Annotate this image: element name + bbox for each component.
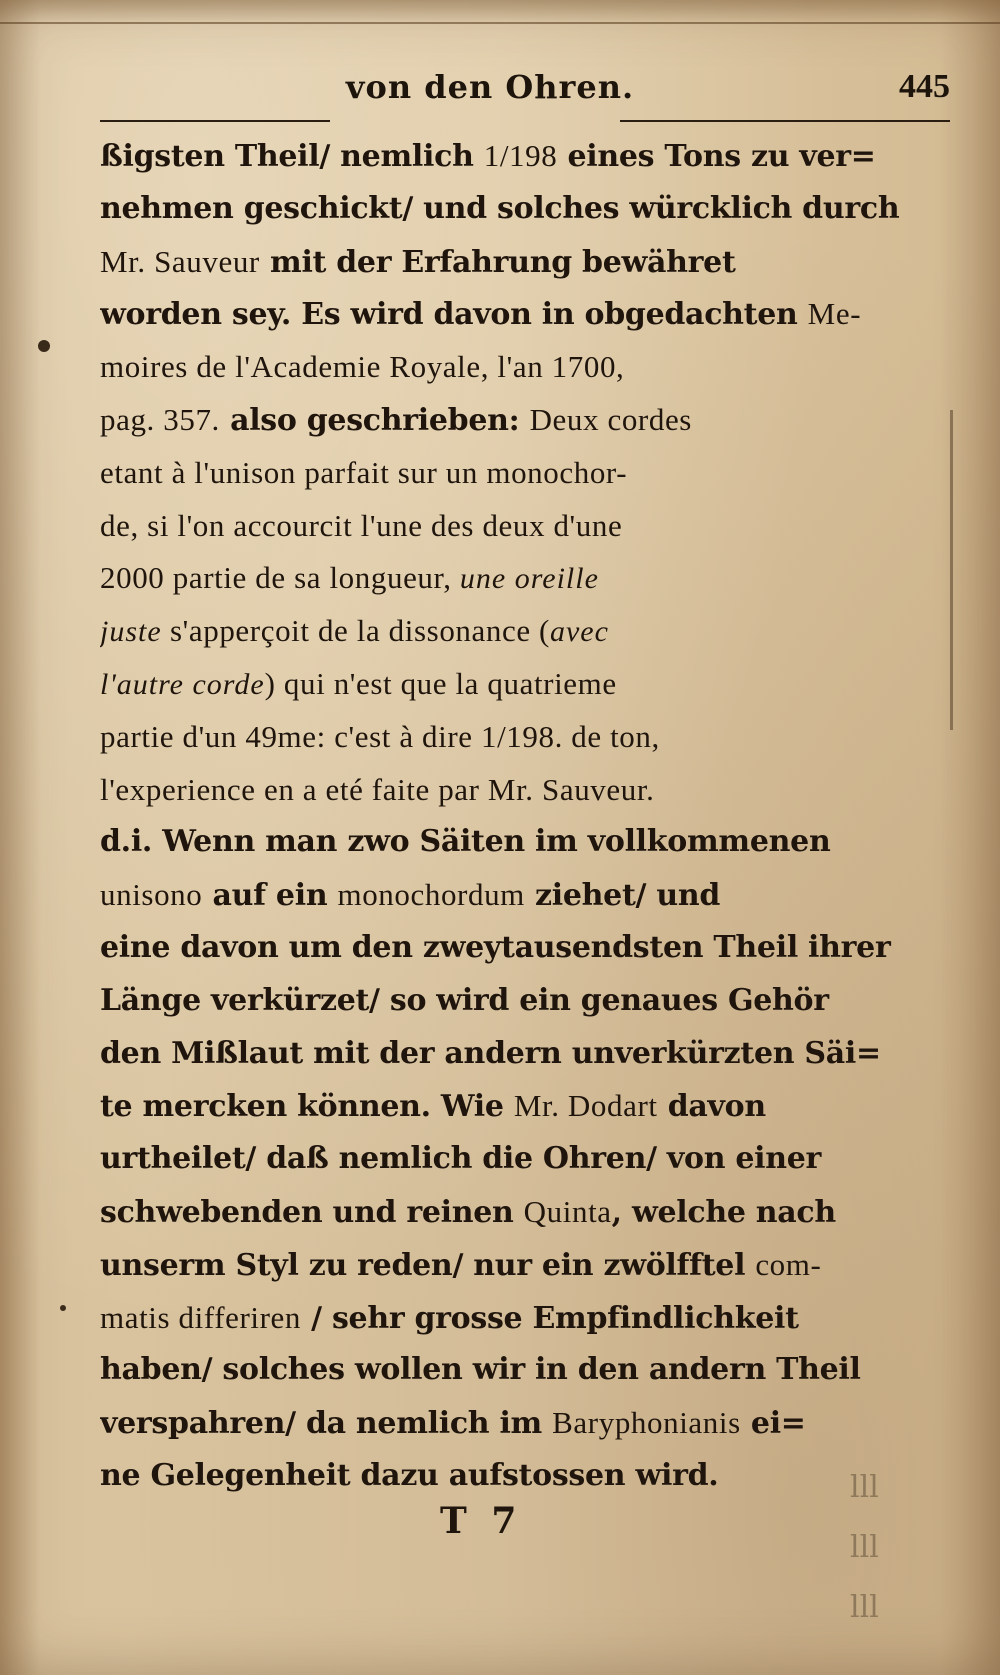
text-line [100,183,940,236]
text-run: une oreille [459,562,599,596]
page-number: 445 [899,68,950,105]
text-run: nehmen geschickt/ und solches würcklich durch [100,190,900,226]
text-run: also geschrieben: [219,402,530,438]
text-line [100,1397,940,1450]
margin-ink-dot [60,1305,66,1311]
text-run: ßigsten Theil/ nemlich [100,139,484,174]
text-run: davon [657,1089,766,1125]
text-run: pag. 357. [100,401,220,437]
text-run: 2000 partie de sa longueur, [100,560,460,596]
text-line [100,288,940,341]
text-run: etant à l'unison parfait sur un monochor- [100,454,628,490]
text-run: Mr. Sauveur [100,243,260,279]
signature-mark: T 7 [440,1500,523,1542]
text-run: ziehet/ und [524,878,721,914]
text-run: Me- [807,296,862,332]
page-header [100,62,950,126]
text-run: mit der Erfahrung bewähret [259,244,736,280]
text-line [100,1344,940,1397]
text-run: partie d'un 49me: c'est à dire 1/198. de ton, [100,718,660,754]
text-line [100,447,940,500]
text-line [100,1080,940,1133]
text-run: urtheilet/ daß nemlich die Ohren/ von einer [100,1141,822,1177]
text-run: Länge verkürzet/ so wird ein genaues Gehör [100,982,829,1018]
text-run: , welche nach [611,1194,836,1230]
text-run: s'apperçoit de la dissonance ( [161,613,550,649]
text-run: eines Tons zu ver= [557,139,876,174]
text-line [100,394,940,447]
text-run: Quinta [523,1193,612,1229]
bleed-through-marks: lll [850,1470,879,1505]
text-line [100,922,940,975]
text-run: / sehr grosse Empfindlichkeit [301,1300,799,1336]
text-run: l'autre corde [100,667,265,701]
text-line [100,500,940,553]
text-run: d.i. Wenn man zwo Säiten im vollkommenen [100,824,831,860]
text-run: matis differiren [100,1299,301,1335]
text-run: Baryphonianis [552,1405,741,1441]
text-line [100,658,940,711]
text-run: 1/198 [483,138,558,173]
header-rule-left [100,120,330,122]
text-run: ei= [740,1406,806,1442]
text-line [100,711,940,764]
text-line [100,130,940,183]
text-run: verspahren/ da nemlich im [100,1406,553,1442]
text-line [100,341,940,394]
text-run: ) qui n'est que la quatrieme [264,665,617,701]
text-run: juste [100,615,162,649]
text-line [100,975,940,1028]
text-line [100,1239,940,1292]
text-run: te mercken können. Wie [100,1089,514,1125]
text-line [100,236,940,289]
text-line [100,605,940,658]
text-line [100,1133,940,1186]
body-text [100,130,940,1503]
text-line [100,552,940,605]
margin-bracket [950,410,953,730]
text-run: Mr. Dodart [513,1088,658,1124]
text-run: Deux cordes [529,401,692,437]
text-run: ne Gelegenheit dazu aufstossen wird. [100,1457,719,1493]
text-run: worden sey. Es wird davon in obgedachten [100,297,808,333]
text-run: com- [755,1246,822,1282]
text-run: l'experience en a eté faite par Mr. Sauveur. [100,771,655,807]
text-line [100,816,940,869]
text-line [100,1028,940,1081]
text-run: avec [549,615,609,649]
text-line [100,1450,940,1503]
text-line [100,1292,940,1345]
text-line [100,869,940,922]
text-line [100,764,940,817]
text-run: haben/ solches wollen wir in den andern Theil [100,1352,861,1388]
header-rule-right [620,120,950,122]
page-top-edge [0,0,1000,24]
bleed-through-marks: lll [850,1590,879,1625]
text-run: schwebenden und reinen [100,1194,524,1230]
text-run: auf ein [202,878,338,914]
text-run: unserm Styl zu reden/ nur ein zwölfftel [100,1247,756,1283]
bleed-through-marks: lll [850,1530,879,1565]
text-run: eine davon um den zweytausendsten Theil ihrer [100,929,891,965]
text-line [100,1186,940,1239]
text-run: monochordum [337,877,525,913]
margin-ink-mark [38,340,50,352]
text-run: unisono [100,877,203,913]
running-title: von den Ohren. [345,68,635,106]
text-run: moires de l'Academie Royale, l'an 1700, [100,349,625,385]
text-run: den Mißlaut mit der andern unverkürzten Säi= [100,1035,881,1071]
text-run: de, si l'on accourcit l'une des deux d'une [100,507,623,543]
